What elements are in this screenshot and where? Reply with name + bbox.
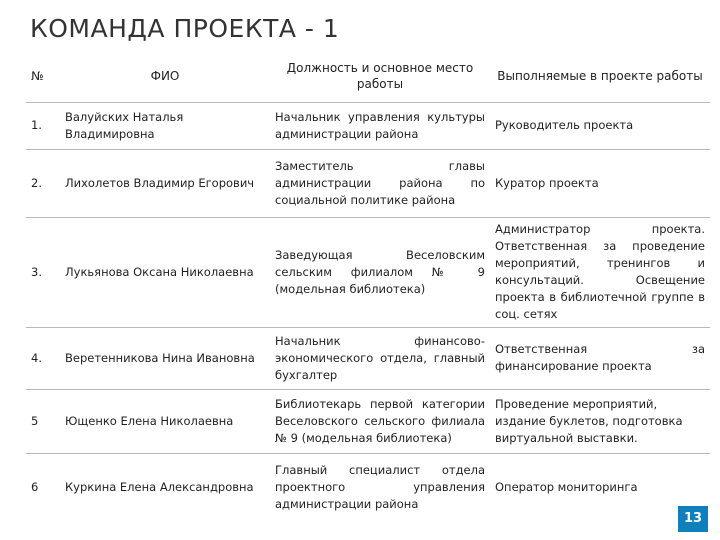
row-fio: Ющенко Елена Николаевна [60, 389, 270, 453]
row-fio: Лихолетов Владимир Егорович [60, 149, 270, 217]
table-row [26, 453, 710, 521]
slide-number-badge: 13 [678, 506, 708, 532]
row-work: Руководитель проекта [490, 102, 710, 149]
row-position: Главный специалист отдела проектного управления администрации района [270, 453, 490, 521]
row-work: Проведение мероприятий, издание буклетов, подготовка виртуальной выставки. [490, 389, 710, 453]
row-position: Библиотекарь первой категории Веселовского сельского филиала № 9 (модельная библиотека) [270, 389, 490, 453]
row-num: 5 [26, 389, 60, 453]
row-work: Куратор проекта [490, 149, 710, 217]
row-position: Начальник управления культуры администрации района [270, 102, 490, 149]
table-row [26, 149, 710, 217]
row-num: 2. [26, 149, 60, 217]
row-num: 6 [26, 453, 60, 521]
table-header-row [26, 50, 710, 102]
row-fio: Веретенникова Нина Ивановна [60, 327, 270, 389]
table-row [26, 327, 710, 389]
row-num: 4. [26, 327, 60, 389]
table-row [26, 217, 710, 327]
project-team-table [26, 50, 710, 521]
row-work: Оператор мониторинга [490, 453, 710, 521]
row-num: 1. [26, 102, 60, 149]
row-work: Администратор проекта. Ответственная за проведение мероприятий, тренингов и консультаций. Освещение проекта в библиотечной группе в соц. сетях [490, 217, 710, 327]
row-position: Заместитель главы администрации района по социальной политике района [270, 149, 490, 217]
table-row [26, 389, 710, 453]
row-fio: Валуйских Наталья Владимировна [60, 102, 270, 149]
header-num: № [31, 68, 44, 83]
header-work: Выполняемые в проекте работы [497, 68, 703, 83]
row-fio: Лукьянова Оксана Николаевна [60, 217, 270, 327]
header-position: Должность и основное место работы [286, 60, 474, 91]
row-fio: Куркина Елена Александровна [60, 453, 270, 521]
row-position: Заведующая Веселовским сельским филиалом № 9 (модельная библиотека) [270, 217, 490, 327]
table-row [26, 102, 710, 149]
header-fio: ФИО [150, 68, 180, 83]
page-title: КОМАНДА ПРОЕКТА - 1 [30, 14, 340, 43]
row-work: Ответственная за финансирование проекта [490, 327, 710, 389]
row-position: Начальник финансово-экономического отдела, главный бухгалтер [270, 327, 490, 389]
row-num: 3. [26, 217, 60, 327]
